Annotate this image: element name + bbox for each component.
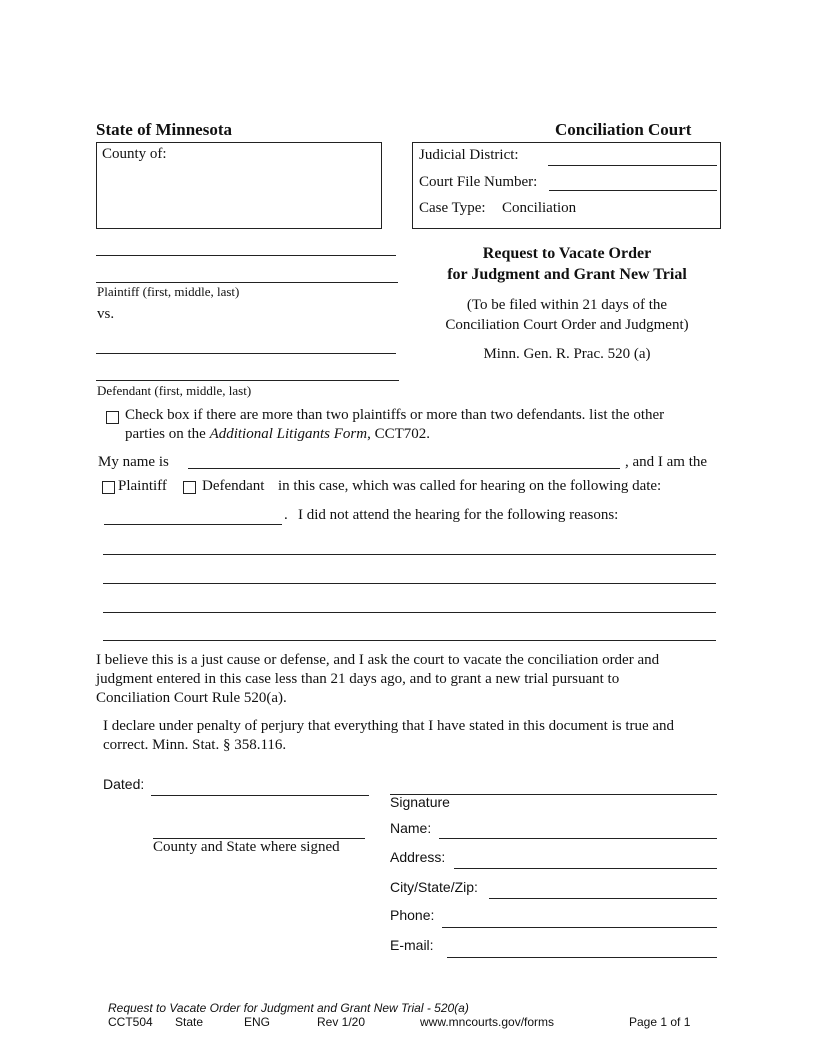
dated-field[interactable] bbox=[151, 795, 369, 796]
phone-label: Phone: bbox=[390, 907, 435, 923]
date-period: . bbox=[284, 507, 288, 523]
judicial-district-field[interactable] bbox=[548, 165, 717, 166]
plaintiff-checkbox-label: Plaintiff bbox=[118, 478, 167, 494]
additional-parties-checkbox[interactable] bbox=[106, 411, 119, 424]
and-i-am-the-label: , and I am the bbox=[625, 454, 708, 470]
filing-note-line-2: Conciliation Court Order and Judgment) bbox=[445, 317, 689, 333]
footer-state: State bbox=[175, 1015, 204, 1029]
footer-lang: ENG bbox=[244, 1015, 271, 1029]
email-field[interactable] bbox=[447, 957, 717, 958]
belief-line-2: judgment entered in this case less than 21 days ago, and to grant a new trial pursuant to bbox=[96, 671, 620, 687]
additional-parties-prefix: parties on the bbox=[125, 426, 210, 442]
dated-label: Dated: bbox=[103, 776, 145, 792]
court-file-number-label: Court File Number: bbox=[419, 174, 538, 190]
form-title-line-1: Request to Vacate Order bbox=[482, 245, 652, 262]
declare-line-1: I declare under penalty of perjury that everything that I have stated in this document is true and bbox=[103, 718, 675, 734]
defendant-checkbox[interactable] bbox=[183, 481, 196, 494]
reason-line-3[interactable] bbox=[103, 612, 716, 613]
county-box[interactable] bbox=[96, 142, 382, 229]
county-label: County of: bbox=[102, 146, 167, 162]
case-type-label: Case Type: bbox=[419, 200, 486, 216]
my-name-label: My name is bbox=[98, 454, 169, 470]
hearing-date-field[interactable] bbox=[104, 524, 282, 525]
city-state-zip-label: City/State/Zip: bbox=[390, 879, 478, 895]
reasons-text: I did not attend the hearing for the following reasons: bbox=[298, 507, 619, 523]
defendant-checkbox-label: Defendant bbox=[202, 478, 265, 494]
belief-line-3: Conciliation Court Rule 520(a). bbox=[96, 690, 287, 706]
reason-line-2[interactable] bbox=[103, 583, 716, 584]
judicial-district-label: Judicial District: bbox=[419, 147, 519, 163]
county-state-label: County and State where signed bbox=[153, 839, 340, 855]
address-label: Address: bbox=[390, 849, 446, 865]
reason-line-1[interactable] bbox=[103, 554, 716, 555]
additional-parties-text-1: Check box if there are more than two plaintiffs or more than two defendants. list the other bbox=[125, 407, 665, 423]
footer-form-code: CCT504 bbox=[108, 1015, 153, 1029]
additional-litigants-form-name: Additional Litigants Form bbox=[209, 426, 368, 442]
belief-line-1: I believe this is a just cause or defense, and I ask the court to vacate the conciliation order and bbox=[96, 652, 660, 668]
additional-parties-text-2 bbox=[125, 426, 430, 443]
phone-field[interactable] bbox=[442, 927, 717, 928]
name-field[interactable] bbox=[439, 838, 717, 839]
defendant-line-1[interactable] bbox=[96, 353, 396, 354]
footer-url[interactable]: www.mncourts.gov/forms bbox=[420, 1015, 555, 1029]
name-label: Name: bbox=[390, 820, 432, 836]
case-info-box bbox=[412, 142, 721, 229]
filing-note-line-1: (To be filed within 21 days of the bbox=[466, 297, 668, 313]
state-heading: State of Minnesota bbox=[96, 120, 232, 139]
address-field[interactable] bbox=[454, 868, 717, 869]
plaintiff-checkbox[interactable] bbox=[102, 481, 115, 494]
my-name-field[interactable] bbox=[188, 468, 620, 469]
vs-label: vs. bbox=[97, 306, 115, 322]
court-heading: Conciliation Court bbox=[555, 120, 692, 139]
additional-parties-suffix: , CCT702. bbox=[367, 426, 431, 442]
plaintiff-label: Plaintiff (first, middle, last) bbox=[97, 284, 240, 299]
signature-label: Signature bbox=[390, 794, 450, 810]
reason-line-4[interactable] bbox=[103, 640, 716, 641]
rule-citation: Minn. Gen. R. Prac. 520 (a) bbox=[483, 346, 651, 362]
plaintiff-line-2[interactable] bbox=[96, 282, 398, 283]
plaintiff-line-1[interactable] bbox=[96, 255, 396, 256]
declare-line-2: correct. Minn. Stat. § 358.116. bbox=[103, 737, 287, 753]
city-state-zip-field[interactable] bbox=[489, 898, 717, 899]
defendant-line-2[interactable] bbox=[96, 380, 399, 381]
case-type-value: Conciliation bbox=[502, 200, 577, 216]
footer-form-title: Request to Vacate Order for Judgment and Grant New Trial - 520(a) bbox=[108, 1001, 469, 1015]
footer-page-number: Page 1 of 1 bbox=[629, 1015, 691, 1029]
footer-rev: Rev 1/20 bbox=[317, 1015, 366, 1029]
email-label: E-mail: bbox=[390, 937, 434, 953]
defendant-label: Defendant (first, middle, last) bbox=[97, 383, 252, 398]
hearing-text: in this case, which was called for hearing on the following date: bbox=[278, 478, 662, 494]
form-title-line-2: for Judgment and Grant New Trial bbox=[447, 266, 687, 283]
court-file-number-field[interactable] bbox=[549, 190, 717, 191]
